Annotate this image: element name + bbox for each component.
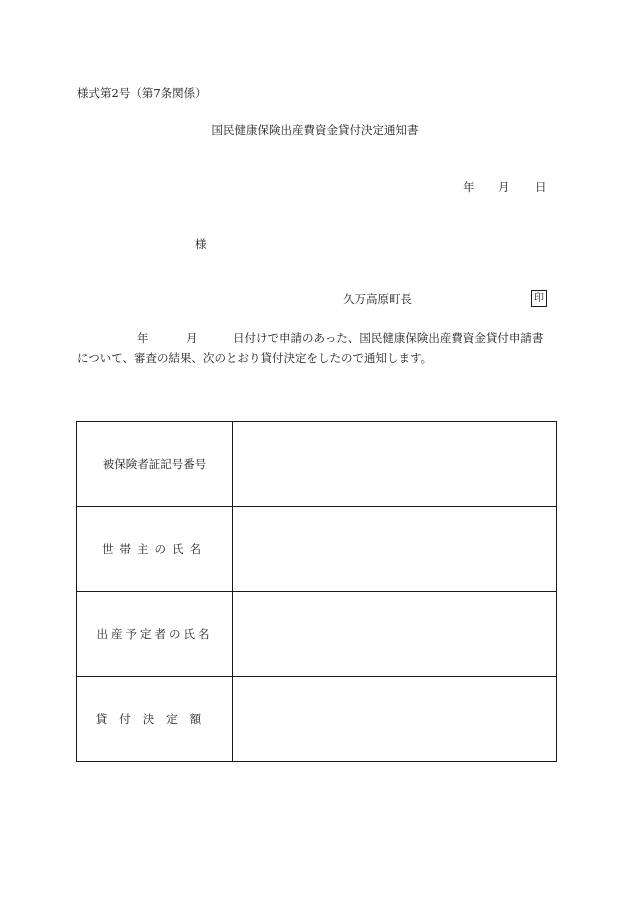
- loan-amount-value: [233, 677, 557, 762]
- seal-stamp: 印: [531, 290, 547, 307]
- table-row: [77, 677, 557, 762]
- expectant-mother-name-value: [233, 592, 557, 677]
- body-text-line2: について、審査の結果、次のとおり貸付決定をしたので通知します。: [77, 351, 433, 365]
- date-day-label: 日: [535, 180, 547, 194]
- insurance-card-number-label: 被保険者証記号番号: [77, 422, 233, 507]
- issuer-name: 久万高原町長: [343, 292, 412, 306]
- date-year-label: 年: [463, 180, 475, 194]
- table-row: [77, 507, 557, 592]
- loan-amount-label: 貸付決定額: [77, 677, 233, 762]
- householder-name-label: 世帯主の氏名: [77, 507, 233, 592]
- body-month-label: 月: [186, 331, 198, 345]
- loan-decision-table: [76, 421, 557, 762]
- insurance-card-number-value: [233, 422, 557, 507]
- form-number: 様式第2号（第7条関係）: [77, 86, 207, 100]
- document-title: 国民健康保険出産費資金貸付決定通知書: [211, 123, 419, 137]
- table-row: [77, 422, 557, 507]
- date-month-label: 月: [498, 180, 510, 194]
- table-row: [77, 592, 557, 677]
- body-year-label: 年: [137, 331, 149, 345]
- addressee-suffix: 様: [195, 237, 207, 251]
- householder-name-value: [233, 507, 557, 592]
- body-text-line1: 日付けで申請のあった、国民健康保険出産費資金貸付申請書: [233, 331, 544, 345]
- expectant-mother-name-label: 出産予定者の氏名: [77, 592, 233, 677]
